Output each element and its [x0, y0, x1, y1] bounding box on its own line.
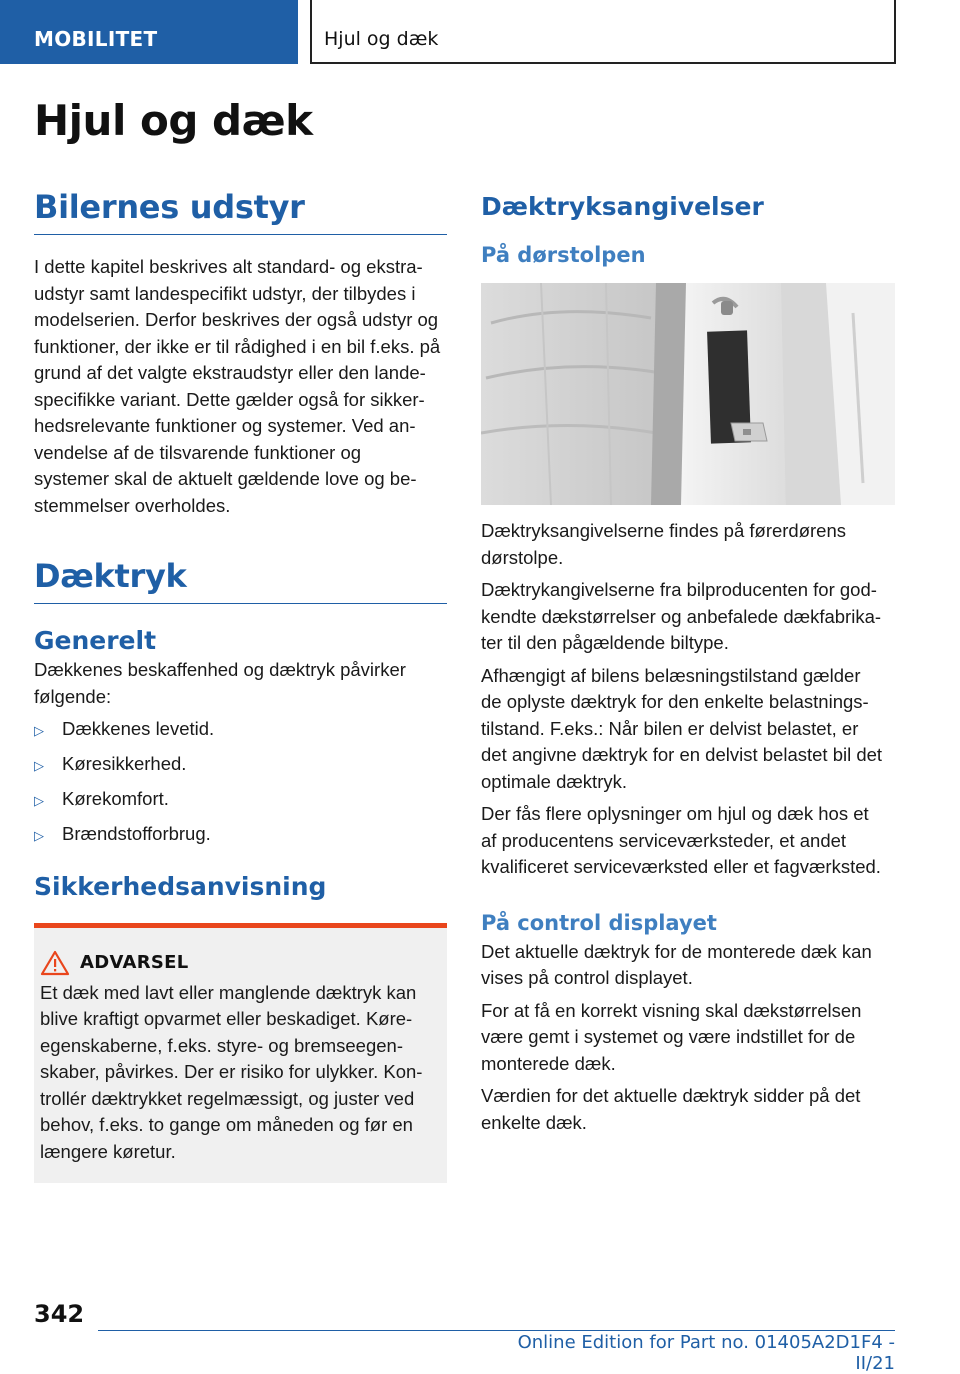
warning-triangle-icon: [40, 950, 70, 976]
text-line: hedsrelevante funktioner og systemer. Ved an-: [34, 415, 416, 436]
heading-daektryk: Dæktryk: [34, 557, 447, 604]
text-line: I dette kapitel beskrives alt standard- og ekstra-: [34, 256, 423, 277]
warning-text: [40, 980, 425, 1166]
list-item-text: Køresikkerhed.: [62, 753, 187, 774]
triangle-bullet-icon: ▷: [34, 723, 44, 738]
text-line: dørstolpe.: [481, 546, 564, 568]
text-line: længere køretur.: [40, 1140, 176, 1162]
paragraph-generelt: [34, 657, 447, 710]
heading-sikkerhedsanvisning: Sikkerhedsanvisning: [34, 871, 327, 901]
footer-edition: Online Edition for Part no. 01405A2D1F4 - II/21: [517, 1332, 895, 1374]
paragraph-dorstolpe-4: [481, 801, 895, 881]
paragraph-dorstolpe-3: [481, 663, 895, 796]
text-line: egenskaberne, f.eks. styre- og bremseegen-: [40, 1034, 403, 1056]
footer-rule: [98, 1330, 895, 1331]
text-line: Det aktuelle dæktryk for de monterede dæk kan: [481, 940, 872, 962]
text-line: systemer skal de aktuelt gældende love og be-: [34, 468, 417, 489]
text-line: Et dæk med lavt eller manglende dæktryk kan: [40, 981, 417, 1003]
heading-daektryksangivelser: Dæktryksangivelser: [481, 192, 764, 221]
list-item: [34, 786, 447, 815]
text-line: ter til den pågældende biltype.: [481, 632, 729, 653]
warning-box: [34, 923, 447, 1184]
text-line: de oplyste dæktryk for den enkelte belastnings-: [481, 691, 869, 712]
text-line: vises på control displayet.: [481, 967, 693, 988]
text-line: enkelte dæk.: [481, 1111, 587, 1133]
paragraph-control-2: [481, 998, 895, 1078]
text-line: grund af det valgte ekstraudstyr eller den lande-: [34, 362, 426, 383]
text-line: det angivne dæktryk for en delvist belastet bil det: [481, 744, 883, 765]
text-line: modelserien. Derfor beskrives der også udstyr og: [34, 309, 439, 330]
text-line: funktioner, der ikke er til rådighed i en bil f.eks. på: [34, 335, 441, 357]
header-section-tab: [0, 0, 298, 64]
heading-pa-control-displayet: På control displayet: [481, 910, 717, 935]
text-line: monterede dæk.: [481, 1052, 616, 1074]
heading-bilernes-udstyr: Bilernes udstyr: [34, 188, 447, 235]
heading-pa-dorstolpen: På dørstolpen: [481, 243, 646, 267]
heading-generelt: Generelt: [34, 626, 157, 655]
door-pillar-illustration: [481, 283, 895, 505]
page-title: Hjul og dæk: [34, 96, 313, 145]
list-item-text: Dækkenes levetid.: [62, 718, 215, 739]
text-line: af producentens serviceværksteder, et andet: [481, 829, 847, 851]
text-line: vendelse af de tilsvarende funktioner og: [34, 441, 362, 463]
text-line: specifikke variant. Dette gælder også for sikker-: [34, 388, 425, 410]
text-line: trollér dæktrykket regelmæssigt, og juster ved: [40, 1087, 415, 1109]
paragraph-dorstolpe-1: [481, 518, 895, 571]
text-line: blive kraftigt opvarmet eller beskadiget. Køre-: [40, 1008, 413, 1029]
text-line: For at få en korrekt visning skal dækstørrelsen: [481, 999, 862, 1021]
list-item-text: Brændstofforbrug.: [62, 823, 211, 844]
text-line: kvalificeret serviceværksted eller et fagværksted.: [481, 856, 881, 877]
text-line: Dæktryksangivelserne findes på førerdørens: [481, 520, 847, 541]
text-line: kendte dækstørrelser og anbefalede dækfabrika-: [481, 605, 882, 627]
text-line: Dækkenes beskaffenhed og dæktryk påvirker: [34, 659, 406, 680]
text-line: følgende:: [34, 685, 112, 707]
text-line: Der fås flere oplysninger om hjul og dæk hos et: [481, 803, 869, 824]
text-line: udstyr samt landespecifikt udstyr, der tilbydes i: [34, 282, 416, 304]
triangle-bullet-icon: ▷: [34, 758, 44, 773]
text-line: stemmelser overholdes.: [34, 494, 231, 516]
triangle-bullet-icon: ▷: [34, 828, 44, 843]
list-item: [34, 716, 447, 745]
header-chapter-box: [310, 0, 896, 64]
bullet-list: [34, 716, 447, 850]
left-column: [34, 188, 447, 1183]
text-line: Værdien for det aktuelle dæktryk sidder på det: [481, 1085, 861, 1106]
warning-title: ADVARSEL: [80, 952, 189, 973]
warning-header: [40, 950, 425, 976]
header-chapter-label: Hjul og dæk: [324, 28, 439, 50]
text-line: tilstand. F.eks.: Når bilen er delvist belastet, er: [481, 717, 859, 739]
list-item: [34, 751, 447, 780]
list-item-text: Kørekomfort.: [62, 788, 169, 809]
paragraph-dorstolpe-2: [481, 577, 895, 657]
paragraph-control-3: [481, 1083, 895, 1136]
paragraph-bilernes-udstyr: [34, 254, 447, 519]
text-line: behov, f.eks. to gange om måneden og før en: [40, 1114, 413, 1135]
page-number: 342: [34, 1300, 85, 1328]
right-column: [481, 188, 895, 1136]
text-line: Afhængigt af bilens belæsningstilstand gælder: [481, 664, 861, 686]
triangle-bullet-icon: ▷: [34, 793, 44, 808]
text-line: optimale dæktryk.: [481, 770, 627, 792]
text-line: Dæktrykangivelserne fra bilproducenten for god-: [481, 579, 877, 600]
header-section-label: MOBILITET: [34, 27, 158, 51]
list-item: [34, 821, 447, 850]
paragraph-control-1: [481, 939, 895, 992]
text-line: være gemt i systemet og være indstillet for de: [481, 1026, 856, 1047]
text-line: skaber, påvirkes. Der er risiko for ulykker. Kon-: [40, 1061, 423, 1082]
